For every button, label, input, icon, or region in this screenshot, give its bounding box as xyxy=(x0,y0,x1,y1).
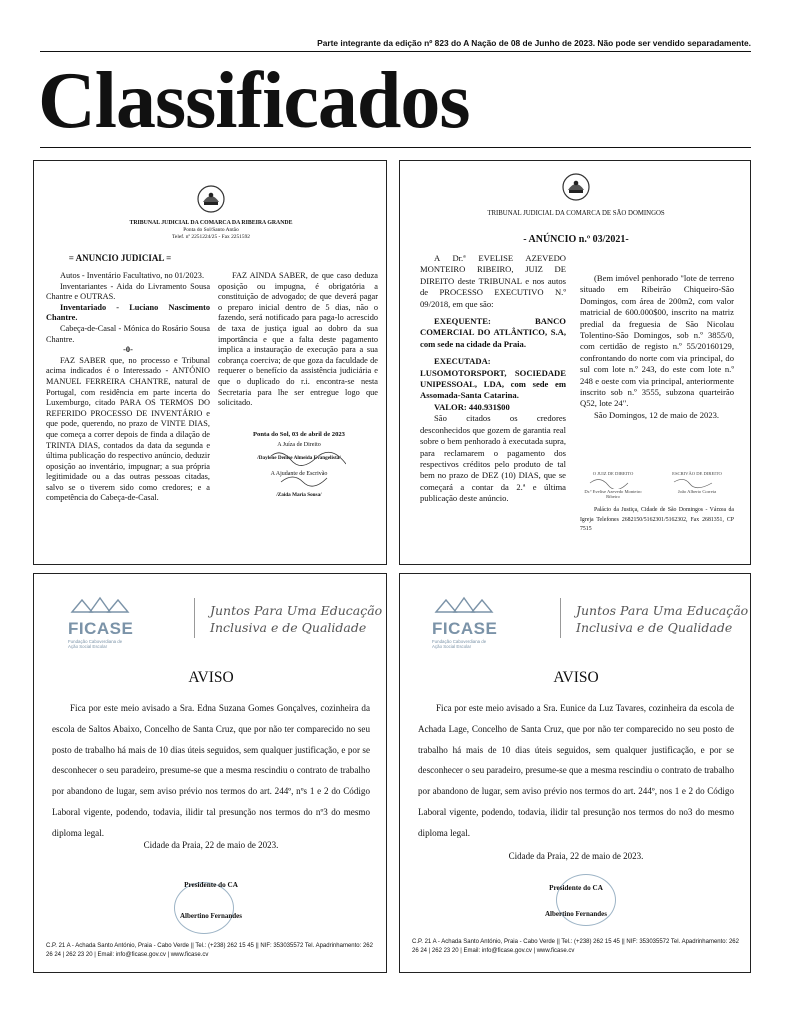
aviso-title: AVISO xyxy=(553,669,599,686)
ficase-footer: C.P. 21 A - Achada Santo António, Praia - Cabo Verde || Tel.: (+238) 262 15 45 || NIF: 353035572 Tel. Apadrinhamento: 262 26 24 | 262 23 20 | Email: info@ficase.gov.cv | www.ficase.cv xyxy=(412,939,739,955)
notice-right-column xyxy=(218,271,378,409)
sig-left-role: O JUIZ DE DIREITO xyxy=(592,471,634,476)
exequente-line: EXEQUENTE: BANCO COMERCIAL DO ATLÂNTICO, S.A, com sede na cidade da Praia. xyxy=(420,316,566,349)
books-icon xyxy=(68,596,130,614)
ficase-logo xyxy=(68,596,133,649)
coat-of-arms-icon xyxy=(196,184,226,214)
slogan-line-1: Juntos Para Uma Educação xyxy=(210,603,383,618)
case-line: Autos - Inventário Facultativo, no 01/2023. xyxy=(60,271,205,280)
aviso-body xyxy=(52,698,370,844)
property-paragraph: (Bem imóvel penhorado "lote de terreno situado em Ribeirão Chiqueiro-São Domingos, com área de 200m2, com valor matricial de 600.000$00, inscrito na matriz predial da freguesia de São Nicolau Tolentino-São Domingos, sob n.º 3855/0, com certidão de registo n.º 55/20160129, confrontando do norte com via principal, do sul com lote n.º 243, do este com lote n.º 248 e oeste com via principal, anteriormente inscrito sob n.º 3555, subzona quarteirão Q52, lote 24". xyxy=(580,273,734,409)
notice-right-column xyxy=(580,273,734,421)
ficase-logo-text: FICASE xyxy=(68,619,134,638)
aviso-body xyxy=(418,698,734,844)
place-date: São Domingos, 12 de maio de 2023. xyxy=(594,409,720,420)
judge-name: /Daylene Denise Almeida Evangelista/ xyxy=(257,455,341,461)
faz-ainda-saber-paragraph: FAZ AINDA SABER, de que caso deduza oposição ou impugna, é obrigatória a constituição de advogado; de que deverá pagar o preparo inicial dentro de 5 dias, não o fazendo, será notificado para paga-lo acrescido de taxa de justiça igual ao dobro da sua importância e que a falta deste pagamento implica a instauração de execução para a sua cobrança coerciva; de que goza da faculdade de requerer o benefício da assistência judiciária e que o duplicado do r.i. encontra-se nesta Secretaria para lhe ser entregue logo que solicitado. xyxy=(218,271,378,408)
faz-saber-paragraph: FAZ SABER que, no processo e Tribunal acima indicados é o Interessado - ANTÓNIO MANUEL FERREIRA CHANTRE, natural de Portugal, com residência em parte incerta do Luxemburgo, citado PARA OS TERMOS DO REFERIDO PROCESSO DE INVENTÁRIO e que pode, querendo, no prazo de VINTE DIAS, que começa a correr depois de finda a dilação de TRINTA DIAS, contados da data da segunda e última publicação do respectivo anúncio, deduzir oposição ao inventário, impugnar; a sua própria legitimidade ou a das outras pessoas citadas, salvo se o tiverem sido como credores; e a competência do Cabeça-de-Casal. xyxy=(46,355,210,503)
ficase-logo xyxy=(432,596,497,649)
place-date: Ponta do Sol, 03 de abril de 2023 xyxy=(253,431,345,438)
header-rule-bottom xyxy=(40,147,751,148)
ficase-stamp xyxy=(174,882,234,934)
court-notice-ribeira-grande xyxy=(33,160,387,565)
signatory-name: Albertino Fernandes xyxy=(544,910,608,918)
aviso-body-text: Fica por este meio avisado a Sra. Eunice da Luz Tavares, cozinheira da escola de Achada Lage, Concelho de Santa Cruz, que por não ter comparecido no seu posto de trabalho há mais de 10 dias úteis seguidos, sem qualquer justificação, e por se desconhecer o seu paradeiro, presume-se que a mesma rescindiu o contrato de trabalho por abandono de lugar, sem aviso prévio nos termos do art. 244º, nos 1 e 2 do Código Laboral vigente, podendo, todavia, ilidir tal presunção nos termos do no3 do mesmo diploma legal. xyxy=(418,703,734,838)
citation-paragraph: São citados os credores desconhecidos que gozem de garantia real sobre o bem penhorado à executada supra, para reclamarem o pagamento dos respectivos créditos pelo produto de tal bem no prazo de DEZ (10) DIAS, que se começará a contar da 2.ª e última publicação deste anúncio. xyxy=(420,413,566,504)
inventariantes-line: Inventariantes - Aida do Livramento Sousa Chantre e OUTRAS. xyxy=(46,281,210,302)
signatory-name: Albertino Fernandes xyxy=(179,912,243,920)
aviso-title: AVISO xyxy=(188,669,234,686)
slogan-line-2: Inclusiva e de Qualidade xyxy=(210,620,367,635)
ficase-logo-sub: Fundação Caboverdiana de Ação Social Escolar xyxy=(432,639,487,649)
signature-scribble xyxy=(266,446,346,496)
inventariado-line: Inventariado - Luciano Nascimento Chantre. xyxy=(46,302,210,323)
sig-left-name: Dr.ª Evelise Azevedo Monteiro Ribeiro xyxy=(584,489,642,499)
court-name: TRIBUNAL JUDICIAL DA COMARCA DA RIBEIRA GRANDE xyxy=(129,220,293,226)
coat-of-arms-icon xyxy=(561,172,591,202)
valor-line: VALOR: 440.931$00 xyxy=(434,401,510,412)
sig-right-name: João Alberto Correia xyxy=(677,489,717,494)
edition-note: Parte integrante da edição nº 823 do A Nação de 08 de Junho de 2023. Não pode ser vendido separadamente. xyxy=(317,38,751,48)
ficase-footer: C.P. 21 A - Achada Santo António, Praia - Cabo Verde || Tel.: (+238) 262 15 45 || NIF: 353035572 Tel. Apadrinhamento: 262 26 24 | 262 23 20 | Email: info@ficase.gov.cv | www.ficase.cv xyxy=(46,943,373,959)
clerk-role: A Ajudante de Escrivão xyxy=(270,471,328,477)
signature-scribble xyxy=(586,473,726,489)
notice-left-column xyxy=(46,271,210,504)
header-rule-top xyxy=(40,51,751,52)
court-phones: Telef. nº 2251224/25 - Fax 2251592 xyxy=(172,234,250,240)
notice-title: = ANUNCIO JUDICIAL = xyxy=(68,253,172,263)
sig-right-role: ESCRIVÃO DE DIREITO xyxy=(672,471,722,476)
notice-left-column xyxy=(420,253,566,505)
place-date: Cidade da Praia, 22 de maio de 2023. xyxy=(508,851,644,861)
court-name: TRIBUNAL JUDICIAL DA COMARCA DE SÃO DOMINGOS xyxy=(487,210,665,217)
logo-divider xyxy=(560,598,561,638)
intro-paragraph: A Dr.ª EVELISE AZEVEDO MONTEIRO RIBEIRO, JUIZ DE DIREITO deste TRIBUNAL e nos autos de PROCESSO EXECUTIVO N.º 09/2018, em que são: xyxy=(420,253,566,309)
books-icon xyxy=(432,596,494,614)
slogan-line-2: Inclusiva e de Qualidade xyxy=(576,620,733,635)
place-date: Cidade da Praia, 22 de maio de 2023. xyxy=(143,840,279,850)
ficase-stamp xyxy=(556,874,616,926)
ficase-aviso-2 xyxy=(399,573,751,973)
aviso-body-text: Fica por este meio avisado a Sra. Edna Suzana Gomes Gonçalves, cozinheira da escola de Saltos Abaixo, Concelho de Santa Cruz, que por não ter comparecido no seu posto de trabalho há mais de 10 dias úteis seguidos, sem qualquer justificação, e por se desconhecer o seu paradeiro, presume-se que a mesma rescindiu o contrato de trabalho por abandono de lugar, sem aviso prévio nos termos do art. 244º, nºs 1 e 2 do Código Laboral vigente, podendo, todavia, ilidir tal presunção nos termos do nº3 do mesmo diploma legal. xyxy=(52,703,370,838)
logo-divider xyxy=(194,598,195,638)
court-address-text: Palácio da Justiça, Cidade de São Domingos - Várzea da Igreja Telefones 2682150/5162301/5162302, Fax 2681351, CP 7515 xyxy=(580,507,734,533)
slogan-line-1: Juntos Para Uma Educação xyxy=(576,603,749,618)
judge-role: A Juíza de Direito xyxy=(277,442,321,448)
slogan xyxy=(210,602,382,636)
cabeca-de-casal-line: Cabeça-de-Casal - Mónica do Rosário Sousa Chantre. xyxy=(46,323,210,344)
signatory-role: Presidente do CA xyxy=(549,884,603,892)
clerk-name: /Zaida Maria Sousa/ xyxy=(276,492,322,498)
signatory-role: Presidente do CA xyxy=(184,881,238,889)
masthead-title: Classificados xyxy=(38,57,470,145)
court-address: Ponta do Sol/Santo Antão xyxy=(183,227,239,233)
ficase-logo-text: FICASE xyxy=(432,619,498,638)
separator: -0- xyxy=(123,345,133,355)
court-address xyxy=(580,506,734,535)
notice-title: - ANÚNCIO n.º 03/2021- xyxy=(523,234,629,245)
executada-line: EXECUTADA: LUSOMOTORSPORT, SOCIEDADE UNIPESSOAL, LDA, com sede em Assomada-Santa Catarina. xyxy=(420,356,566,401)
slogan xyxy=(576,602,748,636)
ficase-logo-sub: Fundação Caboverdiana de Ação Social Escolar xyxy=(68,639,123,649)
ficase-aviso-1 xyxy=(33,573,387,973)
court-notice-sao-domingos xyxy=(399,160,751,565)
